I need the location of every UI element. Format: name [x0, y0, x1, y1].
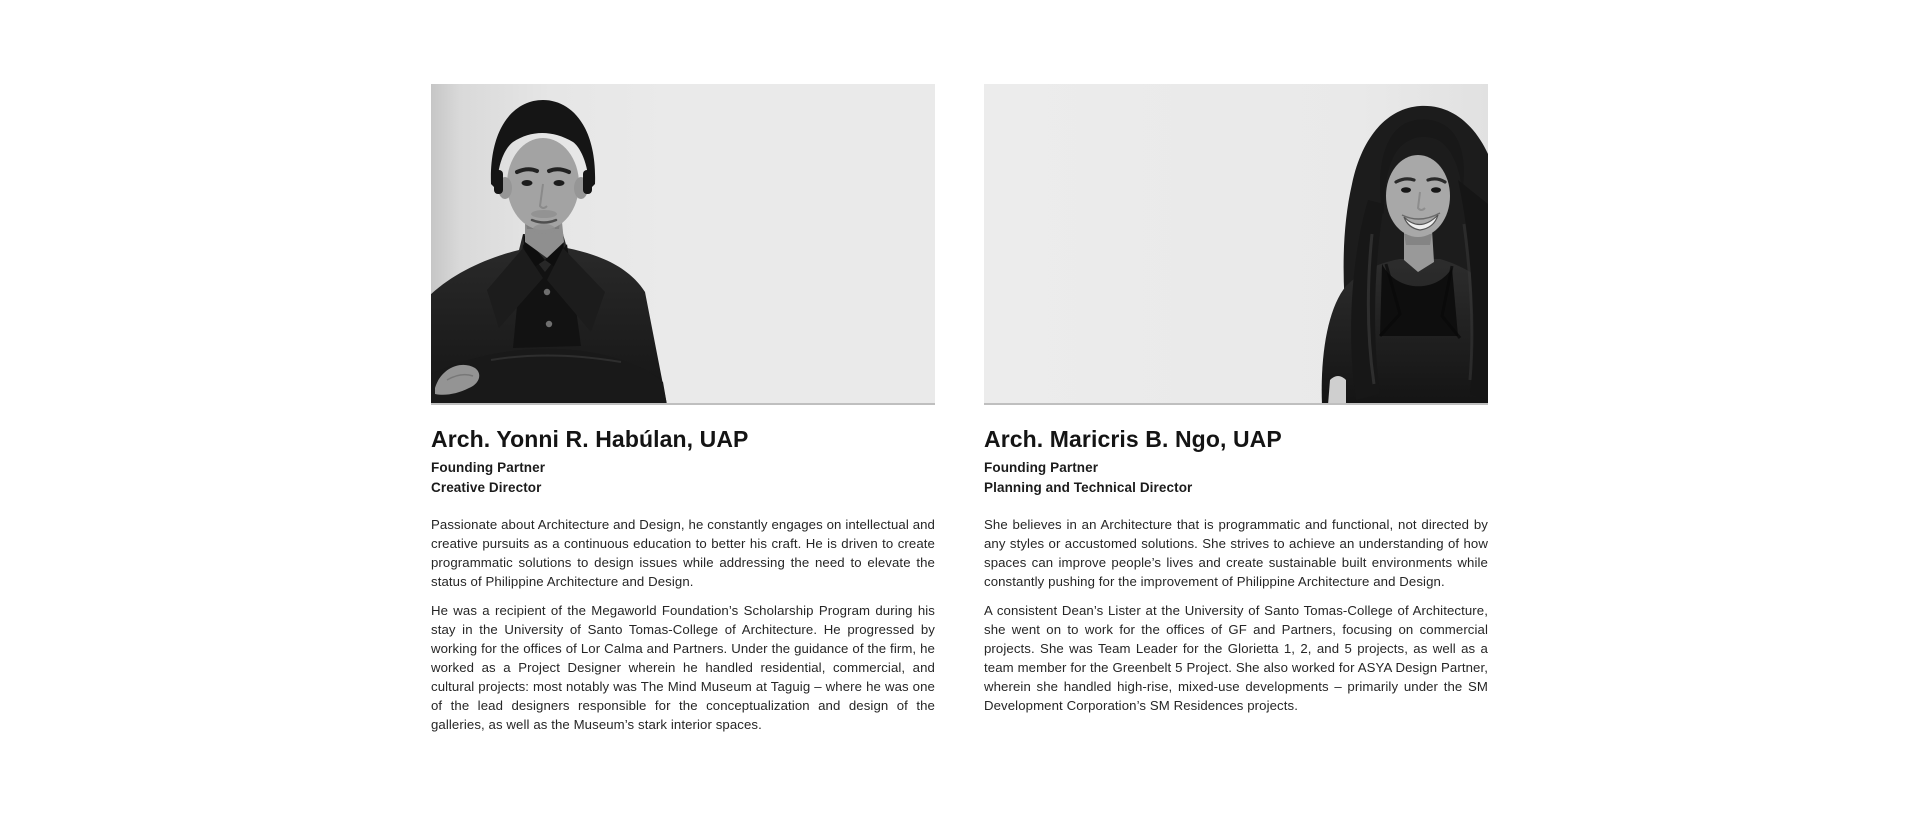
portrait-photo-man: [431, 84, 935, 405]
profile-role-secondary: Planning and Technical Director: [984, 480, 1193, 495]
woman-portrait-illustration: [984, 84, 1488, 405]
profile-name: Arch. Yonni R. Habúlan, UAP: [431, 426, 749, 452]
bio-paragraph-1: She believes in an Architecture that is programmatic and functional, not directed by any styles or accustomed solutions. She strives to achieve an understanding of how spaces can improve people’s lives and create sustainable built environments while constantly pushing for the improvement of Philippine Architecture and Design.: [984, 517, 1488, 589]
portrait-photo-woman: [984, 84, 1488, 405]
profile-card-yonni-habulan: [431, 84, 935, 734]
profile-name: Arch. Maricris B. Ngo, UAP: [984, 426, 1282, 452]
profile-card-maricris-ngo: [984, 84, 1488, 734]
bio-paragraph-2: A consistent Dean’s Lister at the University of Santo Tomas-College of Architecture, she went on to work for the offices of GF and Partners, focusing on commercial projects. She was Team Leader for the Glorietta 1, 2, and 5 projects, as well as a team member for the Greenbelt 5 Project. She also worked for ASYA Design Partner, wherein she handled high-rise, mixed-use developments – primarily under the SM Development Corporation’s SM Residences projects.: [984, 603, 1488, 713]
bio-paragraph-1: Passionate about Architecture and Design, he constantly engages on intellectual and creative pursuits as a continuous education to better his craft. He is driven to create programmatic solutions to design issues while addressing the need to elevate the status of Philippine Architecture and Design.: [431, 517, 935, 589]
profile-role-primary: Founding Partner: [984, 460, 1099, 475]
man-portrait-illustration: [431, 84, 935, 405]
profile-role-primary: Founding Partner: [431, 460, 546, 475]
bio-paragraph-2: He was a recipient of the Megaworld Foundation’s Scholarship Program during his stay in the University of Santo Tomas-College of Architecture. He progressed by working for the offices of Lor Calma and Partners. Under the guidance of the firm, he worked as a Project Designer wherein he handled residential, commercial, and cultural projects: most notably was The Mind Museum at Taguig – where he was one of the lead designers responsible for the conceptualization and design of the galleries, as well as the Museum’s stark interior spaces.: [431, 603, 935, 732]
profiles-row: [431, 84, 1488, 734]
profile-role-secondary: Creative Director: [431, 480, 542, 495]
